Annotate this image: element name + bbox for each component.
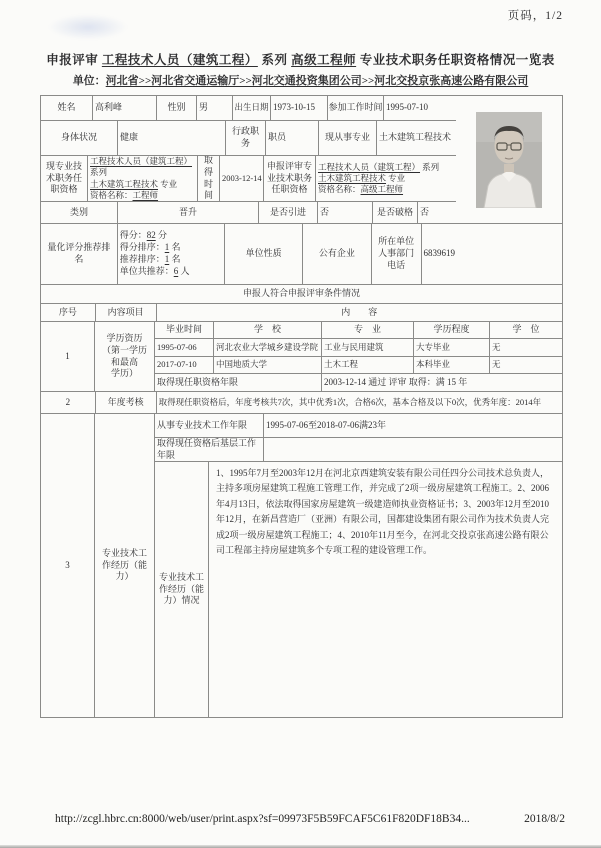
col-no: 序号: [41, 304, 96, 321]
category-label: 类别: [41, 202, 118, 223]
unit-type-value: 公有企业: [303, 224, 372, 284]
total-suffix: 人: [178, 265, 190, 276]
edu-h-school: 学 校: [214, 322, 322, 338]
apply-major: 土木建筑工程技术: [318, 172, 387, 183]
edu-r2-date: 2017-07-10: [155, 357, 214, 374]
education-tenure-row: [155, 374, 562, 391]
grassroots-label: 取得现任资格后基层工作年限: [155, 438, 264, 461]
score-block-label: 量化评分推荐排名: [41, 224, 118, 284]
education-item-label: [95, 322, 155, 391]
education-item-line2: （第一学历和最高: [102, 344, 148, 367]
conditions-banner: 申报人符合申报评审条件情况: [242, 288, 360, 299]
current-title-value: [88, 156, 198, 201]
experience-detail-row: [155, 462, 562, 717]
edu-r2-degree: 本科毕业: [414, 357, 490, 374]
experience-no: 3: [41, 414, 95, 717]
edu-h-diploma: 学 位: [512, 324, 540, 335]
experience-years-row: [155, 414, 562, 438]
experience-subtable: [155, 414, 562, 717]
title-prefix: 申报评审: [46, 53, 102, 67]
row-column-headers: [41, 304, 562, 322]
work-start-label: 参加工作时间: [328, 96, 384, 120]
rank-suffix: 名: [169, 242, 181, 253]
col-content: 内 容: [341, 306, 378, 317]
edu-r1-school: 河北农业大学城乡建设学院: [214, 339, 322, 356]
basic-info-left: [41, 96, 456, 223]
education-header-row: [155, 322, 562, 339]
apply-cert-label: 资格名称：: [318, 184, 361, 195]
apply-title-value: [316, 156, 456, 201]
score-suffix: 分: [155, 230, 167, 241]
current-series-suffix: 系列: [90, 167, 108, 178]
edu-h-major: 专 业: [322, 322, 414, 338]
education-item-line3: 学历）: [111, 368, 139, 379]
rank-label: 得分排序：: [119, 242, 165, 253]
years-label: 从事专业技术工作年限: [155, 414, 264, 437]
current-major: 土木建筑工程技术: [90, 178, 159, 189]
main-table: [40, 95, 563, 718]
edu-h-date: 毕业时间: [155, 322, 214, 338]
total-label: 单位共推荐：: [119, 265, 174, 276]
rec-value: 1: [164, 254, 170, 264]
import-label: 是否引进: [259, 202, 318, 223]
gender-label: 性别: [157, 96, 197, 120]
detail-content: 1、1995年7月至2003年12月在河北京西建筑安装有限公司任四分公司技术总负责人，主持多项房屋建筑工程施工管理工作，并完成了2项一级房屋建筑工程施工。2、2006年4月13日，依法取得国家房屋建筑一级建造师执业资格证书；3、2003年12月至2010年12月，在新昌营造厂（亚洲）有限公司，国都建设集团有限公司作为技术负责人完成2项一级房屋建筑工程施工；4、2010年11月至今，在河北交投京张高速公路有限公司工程部主持房屋建筑多个专项工程的建设管理工作。: [216, 468, 550, 556]
admin-post-value: 职员: [266, 121, 319, 155]
current-series: 工程技术人员（建筑工程）: [90, 156, 193, 167]
health-value: 健康: [118, 121, 226, 155]
title-mid: 系列: [257, 53, 292, 67]
admin-post-label: 行政职务: [226, 121, 266, 155]
footer-url: http://zcgl.hbrc.cn:8000/web/user/print.aspx?sf=09973F5B59FCAF5C61F820DF18B34...: [55, 813, 470, 825]
years-value: 1995-07-06至2018-07-06满23年: [266, 419, 386, 430]
category-value: 晋升: [118, 202, 259, 223]
tenure-label: 取得现任职资格年限: [155, 374, 322, 391]
name-value: 高利峰: [93, 96, 157, 120]
exception-label: 是否破格: [373, 202, 418, 223]
gender-value: 男: [197, 96, 233, 120]
education-row-1: [155, 339, 562, 357]
edu-r2-school: 中国地质大学: [214, 357, 322, 374]
unit-type-label: 单位性质: [225, 224, 303, 284]
health-label: 身体状况: [41, 121, 118, 155]
row-current-title: [41, 156, 456, 202]
document-title: [0, 50, 601, 68]
current-cert-value: 工程师: [132, 189, 159, 200]
education-subtable: [155, 322, 562, 391]
unit-line: [0, 72, 601, 88]
education-row-2: [155, 357, 562, 375]
section-education: [41, 322, 562, 392]
edu-r1-diploma: 无: [492, 341, 501, 352]
page-number: 页码，1/2: [507, 10, 563, 22]
edu-r2-major: 土木工程: [322, 357, 414, 374]
row-health: [41, 121, 456, 156]
rec-suffix: 名: [169, 254, 181, 264]
footer-date: 2018/8/2: [524, 813, 565, 825]
portrait-photo: [476, 112, 542, 208]
birth-label: 出生日期: [233, 96, 271, 120]
obtain-date-value: 2003-12-14: [220, 156, 264, 201]
hr-phone-value: 6839619: [423, 248, 456, 259]
birth-value: 1973-10-15: [271, 96, 328, 120]
edu-r2-diploma: 无: [492, 359, 501, 370]
current-title-label: 现专业技术职务任职资格: [41, 156, 88, 201]
import-value: 否: [318, 202, 373, 223]
unit-value: 河北省>>河北省交通运输厅>>河北交通投资集团公司>>河北交投京张高速公路有限公司: [105, 75, 529, 87]
row-name: [41, 96, 456, 121]
apply-cert-value: 高级工程师: [360, 184, 404, 195]
basic-info-block: [41, 96, 562, 224]
hr-phone-label: 所在单位人事部门电话: [372, 224, 422, 284]
apply-series-suffix: 系列: [420, 161, 440, 172]
experience-item-label: 专业技术工作经历（能力）: [95, 414, 155, 717]
score-value: 82: [146, 230, 156, 241]
title-series: 工程技术人员（建筑工程）: [101, 53, 258, 67]
work-start-value: 1995-07-10: [386, 102, 428, 113]
score-label: 得分：: [119, 230, 147, 241]
grassroots-value: [264, 438, 562, 461]
current-cert-label: 资格名称：: [90, 189, 133, 200]
col-item: 内容项目: [96, 304, 157, 321]
scan-smudge: [48, 14, 128, 40]
title-suffix: 专业技术职务任职资格情况一览表: [356, 53, 555, 67]
tenure-value: 2003-12-14 通过 评审 取得：满 15 年: [324, 376, 468, 387]
profession-label: 现从事专业: [319, 121, 377, 155]
edu-h-degree: 学历程度: [414, 322, 490, 338]
edu-r1-degree: 大专毕业: [414, 339, 490, 356]
edu-r1-major: 工业与民用建筑: [322, 339, 414, 356]
title-rank: 高级工程师: [291, 53, 357, 67]
name-label: 姓名: [41, 96, 93, 120]
total-value: 6: [173, 265, 179, 276]
current-major-suffix: 专业: [158, 178, 178, 189]
rec-label: 推荐排序：: [119, 254, 165, 264]
apply-series: 工程技术人员（建筑工程）: [318, 161, 421, 172]
row-score: [41, 224, 562, 285]
education-no: 1: [41, 322, 95, 391]
photo-cell: [456, 96, 562, 223]
apply-title-label: 申报评审专业技术职务任职资格: [264, 156, 316, 201]
score-values: [118, 224, 226, 284]
apply-major-suffix: 专业: [386, 172, 406, 183]
unit-label: 单位：: [72, 75, 106, 87]
print-footer: [55, 813, 565, 825]
detail-label: 专业技术工作经历（能力）情况: [155, 462, 209, 717]
education-item-line1: 学历资历: [106, 333, 143, 344]
row-category: [41, 202, 456, 223]
rank-value: 1: [164, 242, 170, 253]
section-annual: [41, 392, 562, 414]
annual-item-label: 年度考核: [96, 392, 157, 413]
obtain-date-label: 取得时间: [198, 156, 220, 201]
edu-r1-date: 1995-07-06: [155, 339, 214, 356]
annual-no: 2: [41, 392, 96, 413]
experience-grassroots-row: [155, 438, 562, 462]
section-experience: [41, 414, 562, 717]
annual-content: 取得现任职资格后，年度考核共7次，其中优秀1次，合格6次，基本合格及以下0次，优秀年度：2014年: [158, 396, 542, 407]
exception-value: 否: [420, 206, 430, 217]
profession-value: 土木建筑工程技术: [379, 132, 452, 143]
row-banner: [41, 285, 562, 304]
